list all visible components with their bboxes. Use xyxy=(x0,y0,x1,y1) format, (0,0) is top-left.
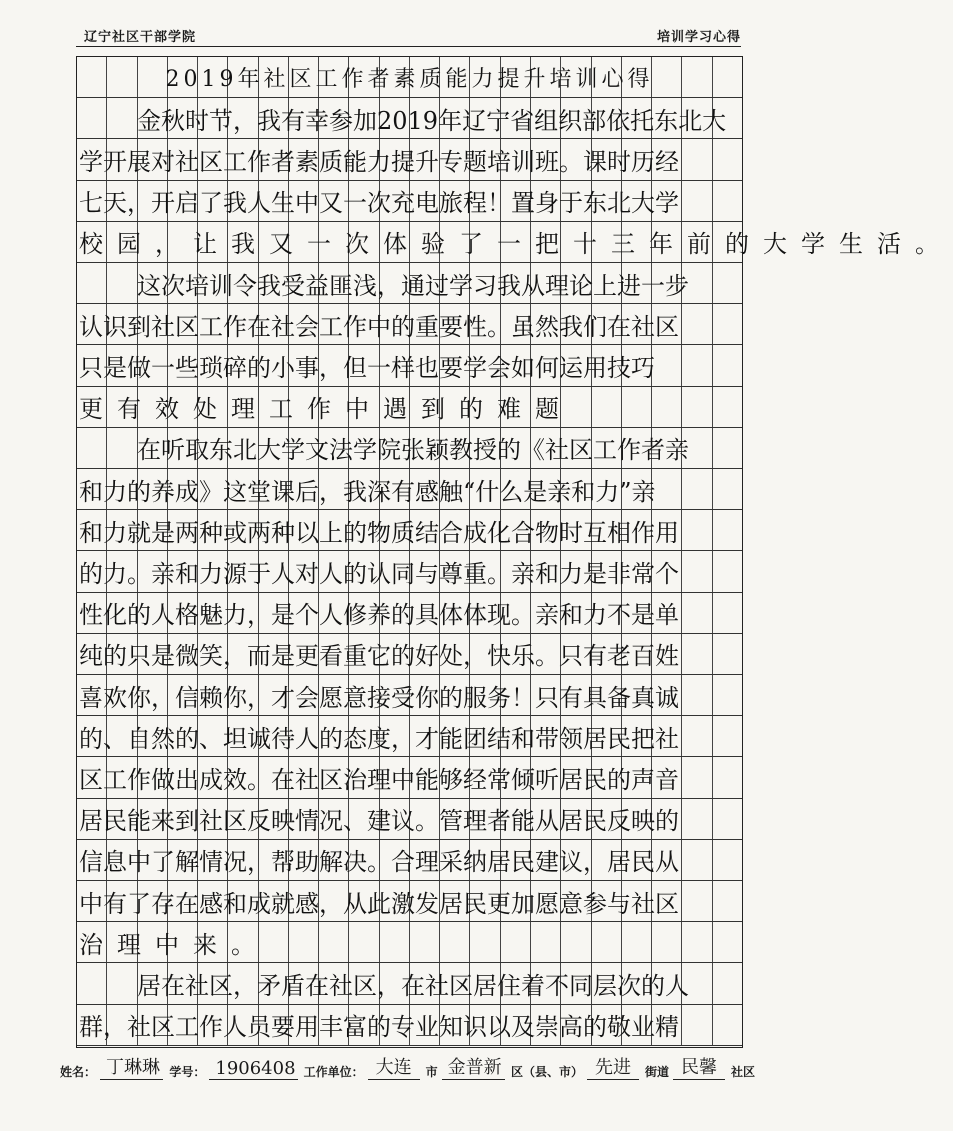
grid-row xyxy=(77,881,742,922)
grid-row xyxy=(77,263,742,304)
essay-line: 区工作做出成效。在社区治理中能够经常倾听居民的声音 xyxy=(79,765,679,794)
essay-line: 治理中来。 xyxy=(79,930,269,959)
name-value: 丁琳琳 xyxy=(100,1053,163,1080)
essay-line: 中有了存在感和成就感，从此激发居民更加愿意参与社区 xyxy=(79,889,679,918)
essay-line: 只是做一些琐碎的小事，但一样也要学会如何运用技巧 xyxy=(79,353,655,382)
grid-row xyxy=(77,963,742,1004)
essay-line: 七天，开启了我人生中又一次充电旅程！置身于东北大学 xyxy=(79,189,679,218)
grid-row xyxy=(77,593,742,634)
header-doc-type: 培训学习心得 xyxy=(656,30,741,45)
header-institution: 辽宁社区干部学院 xyxy=(84,30,197,45)
grid-row xyxy=(77,510,742,551)
student-no-value: 1906408 xyxy=(209,1058,297,1080)
name-label: 姓名： xyxy=(60,1065,97,1079)
grid-row xyxy=(77,345,742,386)
essay-title: 2019年社区工作者素质能力提升培训心得 xyxy=(165,66,654,92)
grid-row xyxy=(77,799,742,840)
essay-line: 喜欢你，信赖你，才会愿意接受你的服务！只有具备真诚 xyxy=(79,683,679,712)
essay-line: 性化的人格魅力，是个人修养的具体体现。亲和力不是单 xyxy=(79,601,679,630)
essay-line: 和力就是两种或两种以上的物质结合成化合物时互相作用 xyxy=(79,518,679,547)
city-suffix: 市 xyxy=(425,1065,438,1079)
grid-row xyxy=(77,551,742,592)
essay-line: 这次培训令我受益匪浅，通过学习我从理论上进一步 xyxy=(137,271,689,300)
essay-line: 纯的只是微笑，而是更看重它的好处，快乐。只有老百姓 xyxy=(79,642,679,671)
grid-row xyxy=(77,181,742,222)
grid-row xyxy=(77,922,742,963)
essay-line: 的、自然的、坦诚待人的态度，才能团结和带领居民把社 xyxy=(79,724,679,753)
grid-row xyxy=(77,757,742,798)
essay-line: 居民能来到社区反映情况、建议。管理者能从居民反映的 xyxy=(79,807,679,836)
essay-line: 金秋时节，我有幸参加2019年辽宁省组织部依托东北大 xyxy=(137,106,727,135)
grid-row xyxy=(77,469,742,510)
grid-row xyxy=(77,222,953,263)
essay-line: 群，社区工作人员要用丰富的专业知识以及崇高的敬业精 xyxy=(79,1013,679,1042)
district-suffix: 区（县、市） xyxy=(510,1065,583,1079)
essay-line: 的力。亲和力源于人对人的认同与尊重。亲和力是非常个 xyxy=(79,559,679,588)
footer-info xyxy=(60,1050,759,1080)
city-value: 大连 xyxy=(368,1053,420,1080)
grid-row xyxy=(77,428,742,469)
grid-row xyxy=(77,1005,742,1046)
writing-grid xyxy=(76,56,953,1048)
street-value: 先进 xyxy=(587,1053,639,1080)
essay-line: 更有效处理工作中遇到的难题 xyxy=(79,395,573,424)
grid-row xyxy=(77,57,742,98)
grid-row xyxy=(77,304,742,345)
community-value: 民馨 xyxy=(673,1053,725,1080)
grid-row xyxy=(77,634,742,675)
essay-line: 认识到社区工作在社会工作中的重要性。虽然我们在社区 xyxy=(79,312,679,341)
grid-row xyxy=(77,139,742,180)
grid-row xyxy=(77,98,742,139)
header-divider xyxy=(76,46,741,47)
essay-line: 学开展对社区工作者素质能力提升专题培训班。课时历经 xyxy=(79,147,679,176)
student-no-label: 学号： xyxy=(169,1065,206,1079)
district-value: 金普新 xyxy=(442,1053,505,1080)
essay-line: 信息中了解情况，帮助解决。合理采纳居民建议，居民从 xyxy=(79,848,679,877)
essay-line: 和力的养成》这堂课后，我深有感触“什么是亲和力”亲 xyxy=(79,477,656,506)
grid-row xyxy=(77,675,742,716)
essay-line: 校园，让我又一次体验了一把十三年前的大学生活。 xyxy=(79,230,953,259)
grid-row xyxy=(77,387,742,428)
unit-label: 工作单位： xyxy=(303,1065,364,1079)
essay-line: 居在社区，矛盾在社区，在社区居住着不同层次的人 xyxy=(137,971,689,1000)
grid-row xyxy=(77,840,742,881)
community-suffix: 社区 xyxy=(731,1065,756,1079)
grid-row xyxy=(77,716,742,757)
essay-line: 在听取东北大学文法学院张颖教授的《社区工作者亲 xyxy=(137,436,689,465)
street-suffix: 街道 xyxy=(644,1065,669,1079)
